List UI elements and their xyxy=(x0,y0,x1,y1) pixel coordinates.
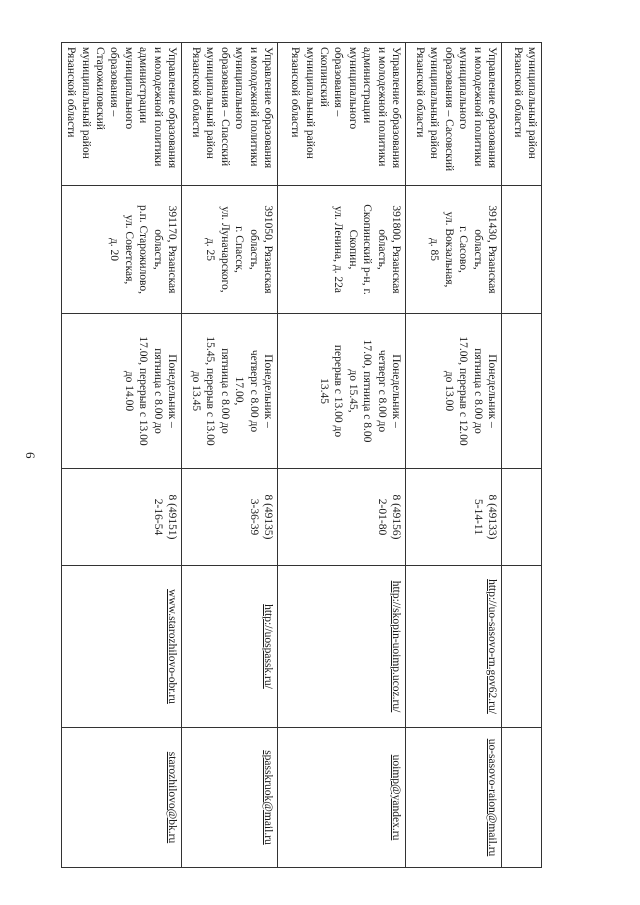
address-line: область, xyxy=(471,229,484,270)
organization-name-line: Управление образования xyxy=(262,47,274,169)
address-line: область, xyxy=(247,229,260,270)
phone-line: 8 (49156) xyxy=(390,494,402,540)
email-link[interactable] xyxy=(182,728,278,868)
address-line: Скопин, xyxy=(346,229,359,270)
organization-name-line: образования – Спасский xyxy=(218,47,231,167)
phone-line: 5-14-11 xyxy=(471,499,484,535)
working-hours-line: четверг с 8.00 до xyxy=(375,349,388,433)
address-line: д. 85 xyxy=(428,237,441,262)
email-link[interactable] xyxy=(406,728,502,868)
working-hours-line: 17.00, пятница с 8.00 xyxy=(361,339,374,443)
working-hours-line: до 13.45 xyxy=(190,370,203,412)
working-hours-line: перерыв с 13.00 до xyxy=(332,344,345,438)
email-link[interactable] xyxy=(62,728,182,868)
website-link[interactable] xyxy=(278,566,406,728)
phone-line: 8 (49133) xyxy=(486,494,498,540)
email-link-text[interactable]: uo-sasovo-raion@mail.ru xyxy=(486,738,498,857)
working-hours-line: пятница с 8.00 до xyxy=(471,348,484,434)
organization-name-line: Рязанской области xyxy=(190,47,203,138)
address-cell xyxy=(182,186,278,314)
organization-name-line: муниципальный район xyxy=(204,47,217,159)
address-line: г. Спасск, xyxy=(233,226,246,273)
working-hours-cell xyxy=(278,314,406,469)
phone-cell xyxy=(406,469,502,566)
organization-name-cell xyxy=(278,43,406,186)
email-link[interactable] xyxy=(278,728,406,868)
working-hours-line: Понедельник – xyxy=(390,354,402,428)
working-hours-cell xyxy=(62,314,182,469)
address-line: г. Сасово, xyxy=(457,226,470,273)
email-link-text[interactable]: spasskruok@mail.ru xyxy=(262,750,274,845)
organization-name-line: образования – xyxy=(108,47,121,117)
organization-name-line: муниципальный район xyxy=(526,47,538,159)
organization-name-cell xyxy=(62,43,182,186)
organization-name-line: муниципальный район xyxy=(79,47,92,159)
working-hours-line: до 14.00 xyxy=(122,370,135,412)
address-line: ул. Вокзальная, xyxy=(442,211,455,288)
table-row xyxy=(62,43,182,868)
website-link-text[interactable]: http://uospassk.ru/ xyxy=(262,604,274,689)
table-row xyxy=(406,43,502,868)
working-hours-line: до 13.00 xyxy=(442,370,455,412)
organization-name-line: муниципального xyxy=(457,47,470,130)
address-line: р.п. Старожилово, xyxy=(137,204,150,295)
organization-name-line: образования – xyxy=(332,47,345,117)
working-hours-line: Понедельник – xyxy=(262,354,274,428)
organization-name-line: и молодежной политики xyxy=(247,47,260,167)
table-row xyxy=(502,43,542,868)
email-link xyxy=(502,728,542,868)
organization-name-line: Управление образования xyxy=(486,47,498,169)
website-link[interactable] xyxy=(406,566,502,728)
organization-name-line: и молодежной политики xyxy=(375,47,388,167)
working-hours-line: Понедельник – xyxy=(166,354,178,428)
email-link-text[interactable]: starozhilovo@bk.ru xyxy=(166,751,178,844)
table-row xyxy=(182,43,278,868)
address-line: 391170, Рязанская xyxy=(166,205,178,294)
address-line: Скопинский р-н, г. xyxy=(361,204,374,295)
website-link[interactable] xyxy=(62,566,182,728)
address-line: ул. Луначарского, xyxy=(218,206,231,293)
working-hours-line: 17.00, перерыв с 13.00 xyxy=(137,336,150,446)
table-row xyxy=(278,43,406,868)
working-hours-line: пятница с 8.00 до xyxy=(218,348,231,434)
organization-name-line: муниципального xyxy=(346,47,359,130)
address-cell xyxy=(62,186,182,314)
address-line: д. 20 xyxy=(108,237,121,262)
working-hours-line: 17.00, xyxy=(233,376,246,406)
organization-name-line: Управление образования xyxy=(166,47,178,169)
organization-name-line: Рязанской области xyxy=(65,47,78,138)
organization-name-cell xyxy=(182,43,278,186)
rotated-table-wrapper xyxy=(65,42,542,867)
organization-name-cell xyxy=(406,43,502,186)
working-hours-line: пятница с 8.00 до xyxy=(151,348,164,434)
organization-name-cell xyxy=(502,43,542,186)
phone-line: 3-36-39 xyxy=(247,498,260,536)
working-hours-line: до 15.45, xyxy=(346,369,359,413)
address-line: 391050, Рязанская xyxy=(262,205,274,294)
organization-name-line: Управление образования xyxy=(390,47,402,169)
organization-name-line: муниципальный район xyxy=(303,47,316,159)
phone-line: 2-01-80 xyxy=(375,498,388,536)
organization-name-line: Рязанской области xyxy=(511,47,524,138)
working-hours-line: 13.45 xyxy=(318,378,331,404)
working-hours-cell xyxy=(406,314,502,469)
organization-name-line: образования – Сасовский xyxy=(442,47,455,172)
organization-name-line: Рязанской области xyxy=(289,47,302,138)
working-hours-line: 15.45, перерыв с 13.00 xyxy=(204,336,217,446)
working-hours-line: Понедельник – xyxy=(486,354,498,428)
website-link-text[interactable]: www.starozhilovo-obr.ru xyxy=(166,589,178,704)
address-line: область, xyxy=(375,229,388,270)
website-link[interactable] xyxy=(182,566,278,728)
page-number: 6 xyxy=(23,452,38,459)
website-link-text[interactable]: http://skopin-uoimp.ucoz.ru/ xyxy=(390,580,402,713)
phone-cell xyxy=(502,469,542,566)
organization-name-line: и молодежной политики xyxy=(151,47,164,167)
organization-name-line: Рязанской области xyxy=(414,47,427,138)
working-hours-cell xyxy=(182,314,278,469)
organization-name-line: муниципальный район xyxy=(428,47,441,159)
organizations-table xyxy=(61,42,542,868)
working-hours-line: четверг с 8.00 до xyxy=(247,349,260,433)
phone-line: 8 (49135) xyxy=(262,494,274,540)
address-line: д. 25 xyxy=(204,237,217,262)
organization-name-line: и молодежной политики xyxy=(471,47,484,167)
address-cell xyxy=(278,186,406,314)
website-link xyxy=(502,566,542,728)
organization-name-line: Старожиловский xyxy=(94,47,107,130)
phone-cell xyxy=(182,469,278,566)
address-line: 391800, Рязанская xyxy=(390,205,402,294)
phone-line: 2-16-54 xyxy=(151,498,164,536)
address-cell xyxy=(406,186,502,314)
address-line: ул. Советская, xyxy=(122,214,135,285)
organization-name-line: администрации xyxy=(361,47,374,124)
address-line: область, xyxy=(151,229,164,270)
working-hours-cell xyxy=(502,314,542,469)
address-line: 391430, Рязанская xyxy=(486,205,498,294)
website-link-text[interactable]: http://uo-sasovo-rn.gov62.ru/ xyxy=(486,579,498,714)
phone-cell xyxy=(278,469,406,566)
address-line: ул. Ленина, д. 22а xyxy=(332,205,345,294)
address-cell xyxy=(502,186,542,314)
phone-line: 8 (49151) xyxy=(166,494,178,540)
organization-name-line: Скопинский xyxy=(318,47,331,107)
working-hours-line: 17.00, перерыв с 12.00 xyxy=(457,336,470,446)
organization-name-line: муниципального xyxy=(122,47,135,130)
phone-cell xyxy=(62,469,182,566)
organization-name-line: администрации xyxy=(137,47,150,124)
email-link-text[interactable]: uoimp@yandex.ru xyxy=(390,754,402,841)
organization-name-line: муниципального xyxy=(233,47,246,130)
